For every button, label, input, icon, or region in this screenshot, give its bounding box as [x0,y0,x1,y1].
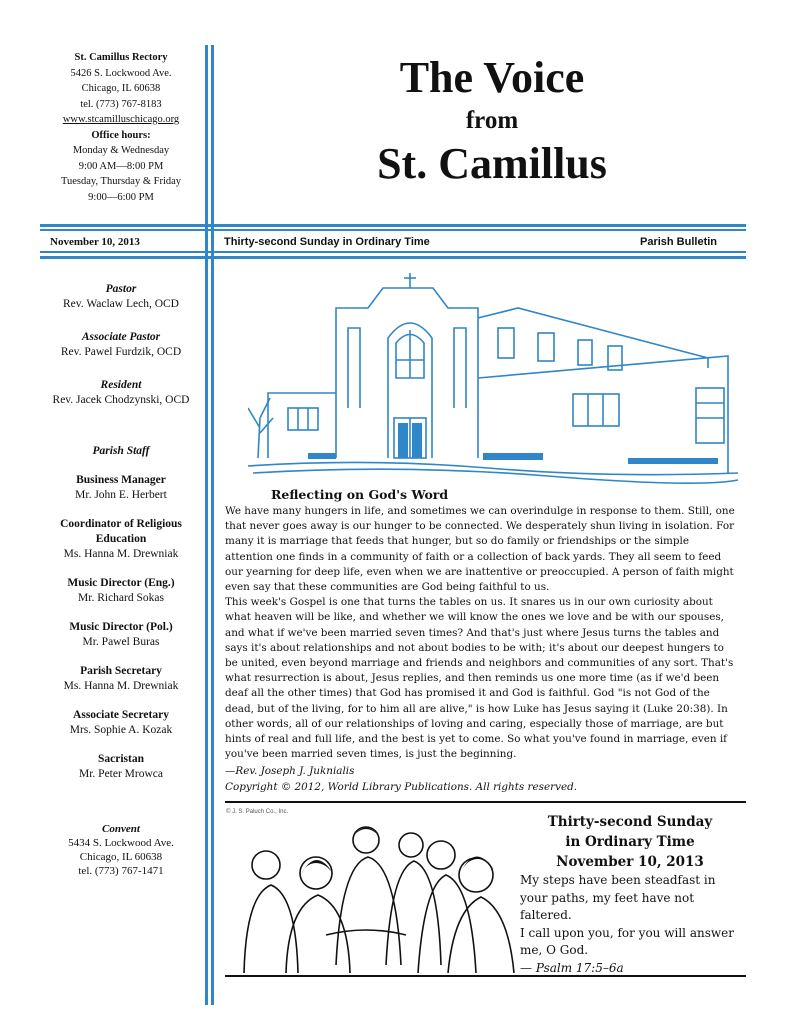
resident-role: Resident [100,379,142,391]
hours2-time: 9:00—6:00 PM [88,191,154,203]
convent-city: Chicago, IL 60638 [79,851,163,863]
rectory-tel: tel. (773) 767-8183 [80,98,162,110]
rectory-city: Chicago, IL 60638 [81,83,161,94]
pastor-role: Pastor [105,283,137,295]
psalm-heading-3: November 10, 2013 [556,854,704,870]
rectory-address: 5426 S. Lockwood Ave. [70,67,172,79]
horizontal-rule-top2 [40,229,746,231]
psalm-box [520,812,740,977]
assoc-pastor-role: Associate Pastor [81,331,161,343]
masthead-from: from [465,107,519,134]
psalm-reference: — Psalm 17:5–6a [520,960,624,975]
staff-role: Coordinator of Religious Education [60,518,182,545]
website-link[interactable]: www.stcamilluschicago.org [62,114,180,125]
staff-role: Associate Secretary [73,709,169,721]
illustration-credit: © J. S. Paluch Co., Inc. [226,809,289,815]
vertical-rule-right [211,45,214,1005]
psalm-heading-2: in Ordinary Time [565,834,695,850]
psalm-heading-1: Thirty-second Sunday [547,814,713,830]
article-paragraph-1: We have many hungers in life, and sometimes we can overindulge in response to them. Still, one that never goes away is our hunger to be connected. We desperately shun living in isolation. For many it is marriage that feeds that hunger, but so do family or friendships or the simple attention one finds in a community of faith or a collection of back yards. They all seem to feed our yearning for deep life, even when we are inattentive or preoccupied. A person of faith might even say that these communities are God being faithful to us. [225,505,735,594]
bulletin-date: November 10, 2013 [50,236,140,248]
staff-role: Music Director (Eng.) [67,577,175,589]
article-paragraph-2: This week's Gospel is one that turns the tables on us. It snares us in our own curiosity about what heaven will be like, and whether we will know the ones we love and be with our spouses, and what if we've been married seven times? And that's just where Jesus turns the tables and says it's about relationships and not about bodies to be with; it's about our deepest hungers to be united, even beyond marriage and friends and neighbors and communities of any sort. That's what resurrection is about, Jesus replies, and then reminds us one more time (as if we'd been deaf all the other times) that God has promised it and God is faithful. God "is not God of the dead, but of the living, for to him all are alive," is how Luke has Jesus saying it (Luke 20:38). In other words, all of our relationships of loving and caring, especially those of marriage, are but hints of real and full life, and the best is yet to come. So what you've found in marriage, even if you've been married seven times, is just the beginning. [225,596,734,761]
staff-role: Sacristan [98,753,144,765]
horizontal-rule-top [40,224,746,227]
hours2-days: Tuesday, Thursday & Friday [60,176,182,187]
pastor-name: Rev. Waclaw Lech, OCD [63,298,179,310]
convent-address: 5434 S. Lockwood Ave. [68,837,174,849]
bulletin-label: Parish Bulletin [640,236,718,248]
staff-role: Music Director (Pol.) [69,621,173,633]
bulletin-occasion: Thirty-second Sunday in Ordinary Time [224,236,430,248]
masthead-parish: St. Camillus [377,139,607,188]
masthead-title: The Voice [399,53,585,102]
article [225,486,735,795]
staff-name: Mrs. Sophie A. Kozak [69,724,173,736]
vertical-rule-left [205,45,208,1005]
staff-name: Mr. Peter Mrowca [79,768,163,780]
hours1-time: 9:00 AM—8:00 PM [78,160,164,172]
staff-role: Business Manager [76,474,166,486]
convent-tel: tel. (773) 767-1471 [78,865,164,877]
hours1-days: Monday & Wednesday [72,145,170,156]
parish-staff-label: Parish Staff [92,445,150,457]
staff-name: Ms. Hanna M. Drewniak [63,680,179,692]
rectory-info [40,50,202,205]
article-title: Reflecting on God's Word [271,487,449,502]
horizontal-rule-strip [40,251,746,253]
staff-role: Parish Secretary [80,665,162,677]
convent-label: Convent [102,823,140,835]
psalm-text-2: I call upon you, for you will answer me, O God. [520,925,734,957]
staff-name: Mr. Pawel Buras [82,636,160,648]
group-prayer-illustration [226,815,516,973]
article-copyright: Copyright © 2012, World Library Publications. All rights reserved. [225,780,578,793]
masthead [232,52,752,190]
psalm-text-1: My steps have been steadfast in your paths, my feet have not faltered. [520,873,716,922]
staff-name: Mr. John E. Herbert [75,489,167,501]
horizontal-rule-strip2 [40,256,746,259]
office-hours-label: Office hours: [91,129,151,141]
article-author: —Rev. Joseph J. Juknialis [225,765,355,778]
staff-column [40,282,202,878]
staff-name: Ms. Hanna M. Drewniak [63,548,179,560]
resident-name: Rev. Jacek Chodzynski, OCD [52,394,190,406]
assoc-pastor-name: Rev. Pawel Furdzik, OCD [60,346,182,358]
section-rule [225,801,746,803]
church-illustration [248,268,740,486]
staff-name: Mr. Richard Sokas [78,592,164,604]
rectory-name: St. Camillus Rectory [74,52,168,63]
